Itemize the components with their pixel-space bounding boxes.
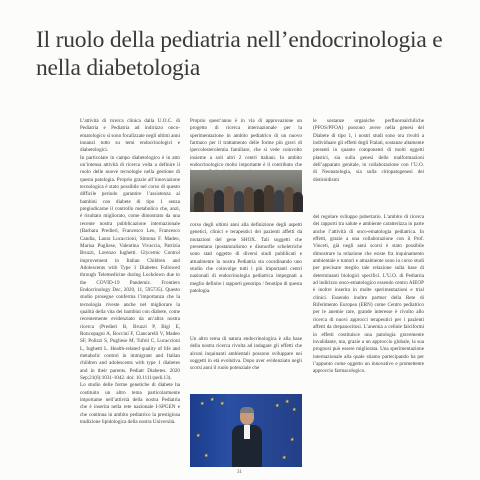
paragraph: del regolare sviluppo pubertario. L’ambito di ricerca dei rapporti tra salute e ambiente caratterizza in parte anche l’attività di onco-ematologia pediatrica. In effetti, grazie a una collaborazione con il Prof. Vinceti, già negli anni scorsi è stato possibile dimostrare la relazione che esiste fra inquinamento ambientale e tumori e attualmente sono in corso studi per precisare meglio tale relazione sulla base di determinanti biologici specifici. L’U.O. di Pediatria ad indirizzo onco-ematologico essendo centro AIEOP è inoltre inserita in molte sperimentazioni e trial clinici. Essendo inoltre partner della Rete di Riferimento Europea (ERN) come Centro pediatrico per le anemie rare, grande interesse è rivolto allo ricerca di nuovi approcci terapeutici per i pazienti affetti da drepanocitosi. L’anemia a cellule falciformi in effetti costituisce una patologia gravemente invalidante, ma, grazie a un approccio globale, la sua prognosi può essere migliorata. Una sperimentazione internazionale alla quale stiamo partecipando ha per l’appunto come oggetto un innovativo e promettente approccio farmacologico. xyxy=(313,214,424,375)
page-title: Il ruolo della pediatria nell’endocrinologia e nella diabetologia xyxy=(36,27,443,81)
text-column-3-bottom xyxy=(313,214,424,376)
paragraph: Lo studio delle forme genetiche di diabete ha costituito un altro tema particolarmente importante nell’attività della nostra Pediatria che è inserita nella rete nazionale I-SPGEN e che continua in ambito pediatrico la prestigiosa tradizione lipidologica della nostra Università. xyxy=(80,382,180,426)
paragraph: corso degli ultimi anni alla definizione degli aspetti genetici, clinici e terapeutici dei pazienti affetti da mutazioni del gene SHOX. Tali soggetti che presentano ipostaturalismo e dismorfie scheletriche sono stati oggetto di diversi studi pubblicati e attualmente la nostra Pediatria sta coordinando uno studio che coinvolge tutti i più importanti centri nazionali di endocrinologia pediatrica impegnati a meglio definire i rapporti genotipo / fenotipo di questa patologia. xyxy=(190,222,302,295)
text-column-3 xyxy=(313,118,424,184)
portrait-photo: ★ ★ ★ ★ ★ ★ ★ ★ ★ ★ xyxy=(190,394,302,467)
team-photo xyxy=(190,170,302,212)
paragraph: In particolare in campo diabetologico è in atto un’intensa attività di ricerca volta a definire il ruolo delle nuove tecnologie nella gestione di questa patologia. Proprio grazie all’innovazione tecnologica è stato possibile nel corso di questo difficile periodo garantire l’assistenza ai bambini con diabete di tipo 1 senza pregiudicarne il controllo metabolico che, anzi, è risultato migliorato, come dimostrato da una recente nostra pubblicazione internazionale (Barbara Predieri, Francesco Leo, Francesco Candia, Laura Lucaccioni, Simona F. Madeo, Marisa Pugliese, Valentina Vivaccia, Patrizia Bruzzi, Lorenzo Iughetti. Glycemic Control improvement in Italian Children and Adolescents with Type 1 Diabetes Followed through Telemedicine during Lockdown due to the COVID-19 Pandemic. Frontiers Endocrinology Dec, 2020, 11, 595735). Questo studio prosegue conferma l’importanza che la tecnologia riveste anche nel migliorare la qualità della vita dei bambini con diabete, come recentemente evidenziato da un’altra nostra ricerca (Predieri B, Bruzzi P, Bigi E, Roncopagni A, Boccini F, Ciancarelli V, Madeo SF, Polizzi S, Pugliese M, Tufoli C, Lucaccioni L, Iughetti L. Health-related quality of life and metabolic control in immigrant and Italian children and adolescents with type 1 diabetes and in their parents. Pediatr Diabetes. 2020 Sep;21(6):1031-1042. doi: 10.1111/pedi.13). xyxy=(80,154,180,382)
text-column-2 xyxy=(190,118,302,295)
page-number: 31 xyxy=(237,470,242,475)
text-column-2-bottom xyxy=(190,336,302,373)
person-figure xyxy=(232,408,262,467)
paragraph: L’attività di ricerca clinica dalla U.O.C. di Pediatria e Pediatria ad indirizzo onco-ematologico si sono focalizzate negli ultimi anni innanzi tutto su temi endocrinologici e diabetologici. xyxy=(80,118,180,154)
text-column-1 xyxy=(80,118,180,426)
paragraph: Un altro tema di natura endocrinologica è alla base della nostra ricerca rivolta ad indagare gli effetti che alcuni inquinanti ambientali possono sviluppare nei soggetti in età evolutiva. Dopo aver evidenziato negli scorsi anni il ruolo potenziale che xyxy=(190,336,302,372)
paragraph: le sostanze organiche perfluoroalchiliche (PFOS/PFOA) possono avere nella genesi del Diabete di tipo 1, i nostri studi sono ora rivolti a individuare gli effetti degli Ftalati, sostanze altamente presenti in quanto componenti di molti oggetti plastici, sia sulla genesi delle malformazioni dell’apparato genitale, in collaborazione con l’U.O. di Neonatologia, sia sulla citiopatogenesi dei distiroidismi xyxy=(313,118,424,183)
paragraph: Proprio quest’anno è in via di approvazione un progetto di ricerca internazionale per la sperimentazione in ambito pediatrico di un nuovo farmaco per il trattamento delle forme più gravi di ipercolesterolemia familiare, che si vede coinvolto insieme a soli altri 2 centri italiani. In ambito endocrinologico molto importante è il contributo che xyxy=(190,118,302,169)
